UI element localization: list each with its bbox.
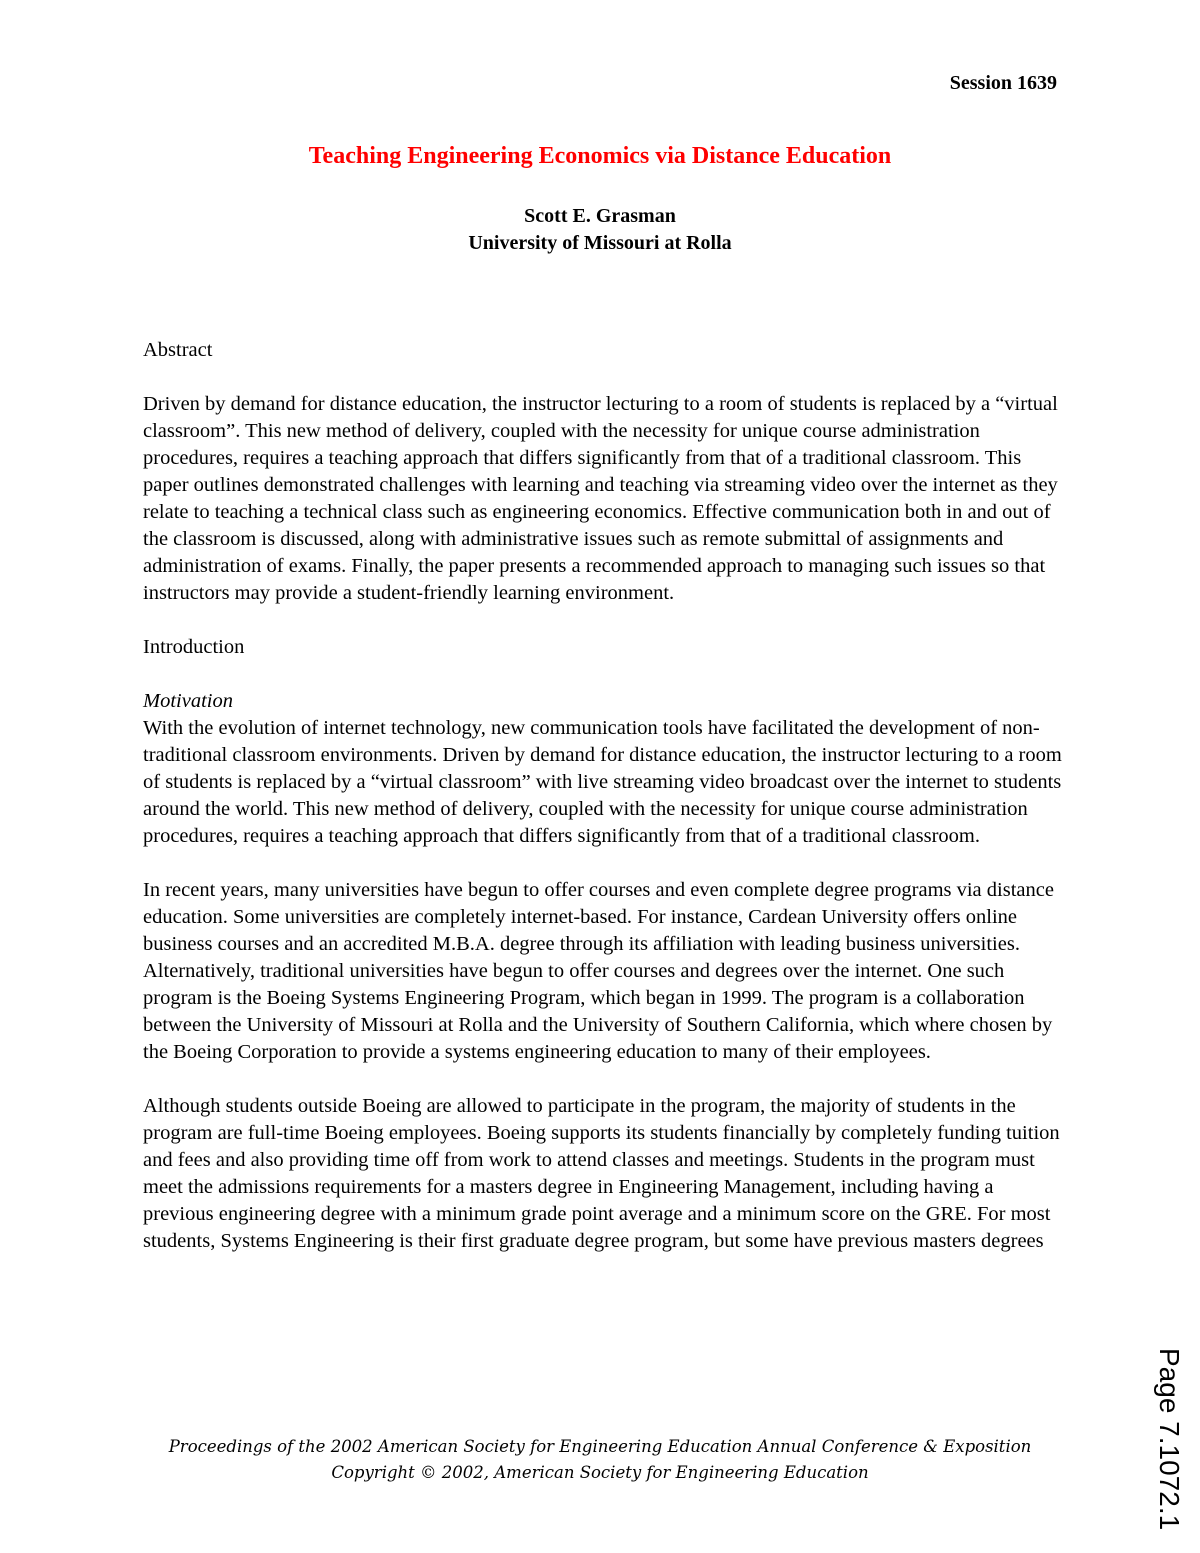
abstract-heading: Abstract: [143, 339, 213, 361]
copyright-line: Copyright © 2002, American Society for Engineering Education: [331, 1463, 869, 1482]
intro-paragraph-3: Although students outside Boeing are allowed to participate in the program, the majority of students in the program are full-time Boeing employees. Boeing supports its students financially by completely funding tuition and fees and also providing time off from work to attend classes and meetings. Students in the program must meet the admissions requirements for a masters degree in Engineering Management, including having a previous engineering degree with a minimum grade point average and a minimum score on the GRE. For most students, Systems Engineering is their first graduate degree program, but some have previous masters degrees: [143, 1095, 1060, 1252]
motivation-subheading: Motivation: [143, 690, 233, 712]
intro-paragraph-1: With the evolution of internet technology, new communication tools have facilitated the development of non-traditional classroom environments. Driven by demand for distance education, the instructor lecturing to a room of students is replaced by a “virtual classroom” with live streaming video broadcast over the internet to students around the world. This new method of delivery, coupled with the necessity for unique course administration procedures, requires a teaching approach that differs significantly from that of a traditional classroom.: [143, 717, 1062, 847]
session-number: Session 1639: [949, 72, 1057, 94]
intro-paragraph-2: In recent years, many universities have begun to offer courses and even complete degree programs via distance education. Some universities are completely internet-based. For instance, Cardean University offers online business courses and an accredited M.B.A. degree through its affiliation with leading business universities. Alternatively, traditional universities have begun to offer courses and degrees over the internet. One such program is the Boeing Systems Engineering Program, which began in 1999. The program is a collaboration between the University of Missouri at Rolla and the University of Southern California, which where chosen by the Boeing Corporation to provide a systems engineering education to many of their employees.: [143, 879, 1054, 1063]
page-number-stamp: Page 7.1072.1: [1154, 1348, 1185, 1531]
introduction-heading: Introduction: [143, 636, 245, 658]
paper-title: Teaching Engineering Economics via Distance Education: [308, 143, 892, 169]
author-affiliation: University of Missouri at Rolla: [468, 232, 732, 254]
abstract-text: Driven by demand for distance education, the instructor lecturing to a room of students is replaced by a “virtual classroom”. This new method of delivery, coupled with the necessity for unique course administration procedures, requires a teaching approach that differs significantly from that of a traditional classroom. This paper outlines demonstrated challenges with learning and teaching via streaming video over the internet as they relate to teaching a technical class such as engineering economics. Effective communication both in and out of the classroom is discussed, along with administrative issues such as remote submittal of assignments and administration of exams. Finally, the paper presents a recommended approach to managing such issues so that instructors may provide a student-friendly learning environment.: [143, 393, 1058, 604]
page-footer: [0, 1434, 1200, 1486]
proceedings-line: Proceedings of the 2002 American Society for Engineering Education Annual Conference & Exposition: [168, 1437, 1032, 1456]
author-name: Scott E. Grasman: [524, 205, 676, 227]
author-block: [0, 203, 1200, 257]
paper-body: [143, 337, 1063, 1282]
